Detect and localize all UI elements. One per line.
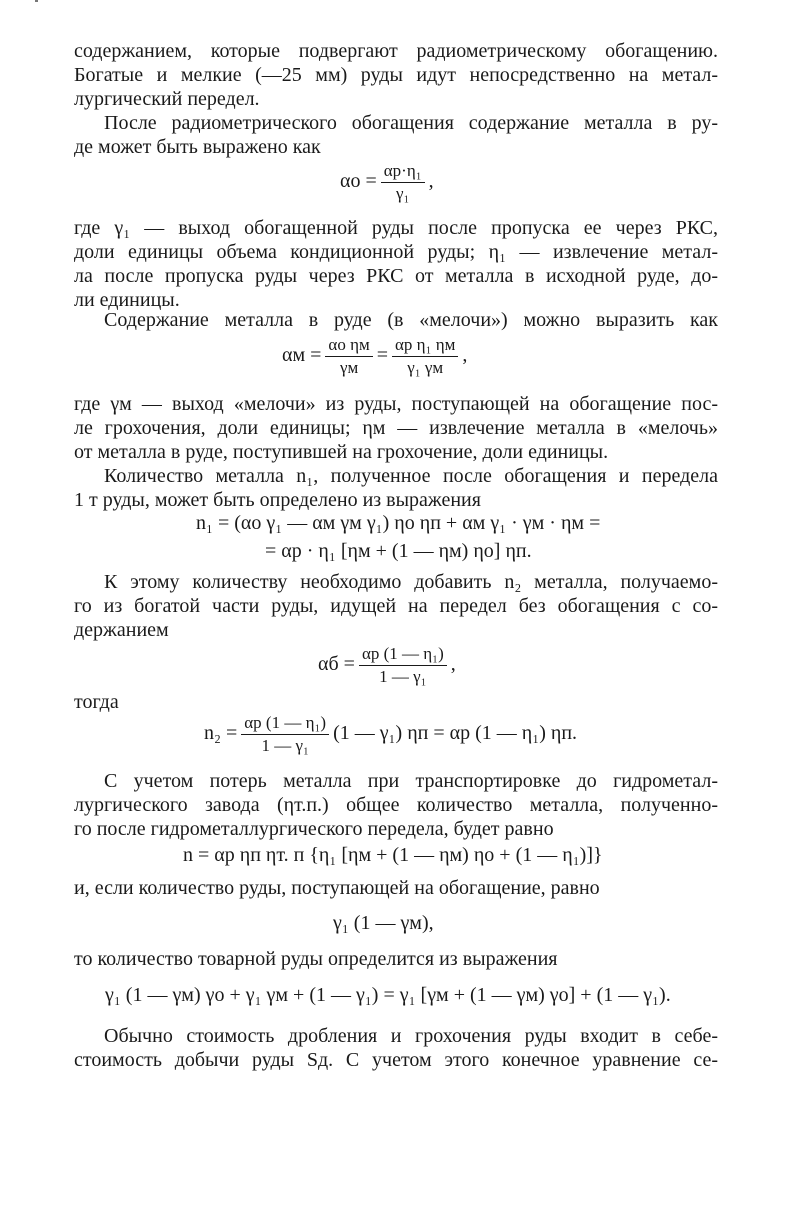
fraction: [325, 334, 372, 379]
fraction: [392, 334, 458, 379]
text-line: лургического завода (ηт.п.) общее количество металла, полученно-: [74, 794, 718, 816]
text-line: лургический передел.: [74, 88, 260, 110]
equation-n2: [204, 712, 577, 757]
equation-alpha-o: [340, 160, 434, 205]
text-line: го после гидрометаллургического передела, будет равно: [74, 818, 554, 840]
equation-lhs: αб =: [318, 653, 355, 676]
equation-n-total: n = αр ηп ηт. п {η₁ [ηм + (1 — ηм) ηо + (1 — η₁)]}: [183, 844, 603, 866]
fraction-denominator: γ₁ γм: [407, 358, 444, 377]
text-line: го из богатой части руды, идущей на передел без обогащения с со-: [74, 595, 718, 617]
equation-n1-line2: = αр · η₁ [ηм + (1 — ηм) ηо] ηп.: [265, 540, 532, 562]
equation-alpha-b: [318, 643, 456, 688]
fraction-numerator: αр η₁ ηм: [392, 334, 458, 357]
equation-commodity-ore: γ₁ (1 — γм) γо + γ₁ γм + (1 — γ₁) = γ₁ [γм + (1 — γм) γо] + (1 — γ₁).: [105, 984, 671, 1006]
text-line: доли единицы объема кондиционной руды; η₁ — извлечение метал-: [74, 241, 718, 263]
text-line: от металла в руде, поступившей на грохочение, доли единицы.: [74, 441, 609, 463]
equation-tail: (1 — γ₁) ηп = αр (1 — η₁) ηп.: [333, 722, 578, 745]
fraction-numerator: αр (1 — η₁): [241, 712, 329, 735]
fraction-denominator: 1 — γ₁: [261, 736, 309, 755]
text-line: ли единицы.: [74, 289, 180, 311]
text-line: где γм — выход «мелочи» из руды, поступающей на обогащение пос-: [74, 393, 718, 415]
equation-tail: ,: [462, 344, 468, 367]
fraction: [359, 643, 447, 688]
text-line: и, если количество руды, поступающей на обогащение, равно: [74, 877, 600, 899]
fraction-numerator: αр·η₁: [381, 160, 425, 183]
text-line: Количество металла n₁, полученное после обогащения и передела: [104, 465, 718, 487]
equation-n1-line1: n₁ = (αо γ₁ — αм γм γ₁) ηо ηп + αм γ₁ · γм · ηм =: [196, 512, 601, 534]
text-line: то количество товарной руды определится из выражения: [74, 948, 558, 970]
text-line: де может быть выражено как: [74, 136, 321, 158]
equation-ore-amount: γ₁ (1 — γм),: [333, 912, 434, 934]
scan-mark: [35, 0, 38, 2]
equation-lhs: αм =: [282, 344, 322, 367]
fraction-denominator: γ₁: [395, 184, 410, 203]
fraction-numerator: αр (1 — η₁): [359, 643, 447, 666]
text-line: держанием: [74, 619, 169, 641]
equation-lhs: αо =: [340, 170, 377, 193]
text-line: Богатые и мелкие (—25 мм) руды идут непосредственно на метал-: [74, 64, 718, 86]
text-line: стоимость добычи руды Sд. С учетом этого конечное уравнение се-: [74, 1049, 718, 1071]
text-line: тогда: [74, 691, 119, 713]
text-line: Содержание металла в руде (в «мелочи») можно выразить как: [104, 309, 718, 331]
fraction: [241, 712, 329, 757]
equation-tail: ,: [428, 170, 434, 193]
text-line: 1 т руды, может быть определено из выражения: [74, 489, 481, 511]
fraction-numerator: αо ηм: [325, 334, 372, 357]
fraction-denominator: 1 — γ₁: [379, 667, 427, 686]
text-line: После радиометрического обогащения содержание металла в ру-: [104, 112, 718, 134]
text-line: К этому количеству необходимо добавить n₂ металла, получаемо-: [104, 571, 718, 593]
text-line: ле грохочения, доли единицы; ηм — извлечение металла в «мелочь»: [74, 417, 718, 439]
text-line: Обычно стоимость дробления и грохочения руды входит в себе-: [104, 1025, 718, 1047]
equation-tail: ,: [450, 653, 456, 676]
fraction-denominator: γм: [339, 358, 359, 377]
equation-lhs: n₂ =: [204, 722, 238, 745]
text-line: содержанием, которые подвергают радиометрическому обогащению.: [74, 40, 718, 62]
text-line: ла после пропуска руды через РКС от металла в исходной руде, до-: [74, 265, 718, 287]
text-line: С учетом потерь металла при транспортировке до гидрометал-: [104, 770, 718, 792]
equation-equals: =: [376, 344, 389, 367]
equation-alpha-m: [282, 334, 467, 379]
fraction: [381, 160, 425, 205]
text-line: где γ₁ — выход обогащенной руды после пропуска ее через РКС,: [74, 217, 718, 239]
